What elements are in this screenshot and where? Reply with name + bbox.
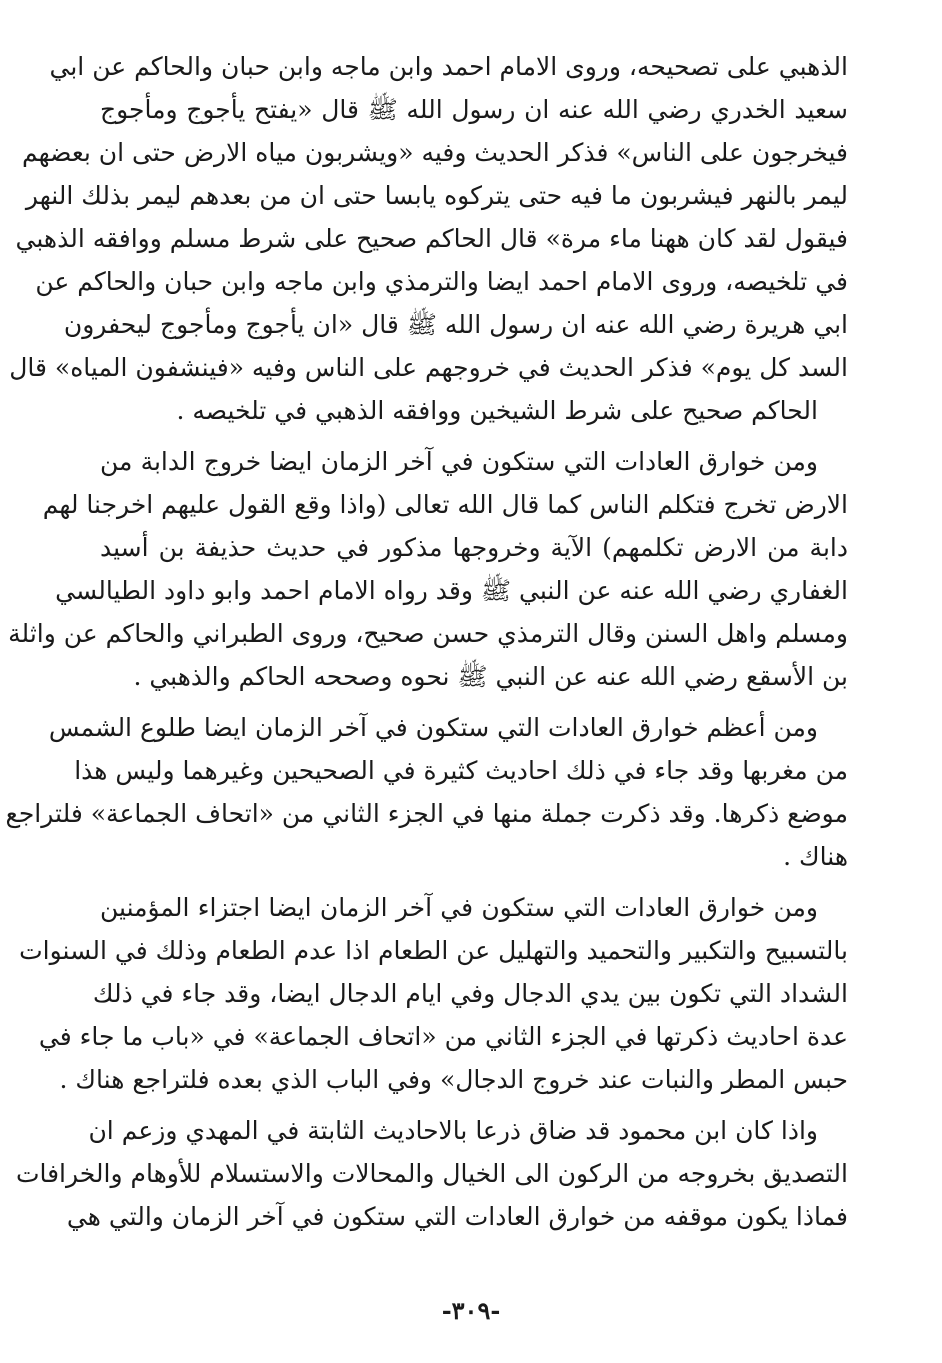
paragraph xyxy=(5,706,848,878)
text-line: بن الأسقع رضي الله عنه عن النبي ﷺ نحوه وصححه الحاكم والذهبي . xyxy=(133,662,848,691)
text-line: فماذا يكون موقفه من خوارق العادات التي ستكون في آخر الزمان والتي هي xyxy=(66,1202,848,1231)
text-line: فيخرجون على الناس» فذكر الحديث وفيه «ويشربون مياه الارض حتى ان بعضهم xyxy=(21,138,848,167)
paragraph xyxy=(15,1109,848,1238)
text-line: فيقول لقد كان ههنا ماء مرة» قال الحاكم صحيح على شرط مسلم ووافقه الذهبي xyxy=(15,224,848,253)
text-line: من مغربها وقد جاء في ذلك احاديث كثيرة في الصحيحين وغيرهما وليس هذا xyxy=(74,756,848,785)
text-line: دابة من الارض تكلمهم) الآية وخروجها مذكور في حديث حذيفة بن أسيد xyxy=(100,533,848,562)
page-number: -٣٠٩- xyxy=(441,1296,501,1325)
paragraph xyxy=(19,886,848,1101)
text-line: هناك . xyxy=(783,842,848,871)
text-line: حبس المطر والنبات عند خروج الدجال» وفي الباب الذي بعده فلتراجع هناك . xyxy=(59,1065,848,1094)
text-line: بالتسبيح والتكبير والتحميد والتهليل عن الطعام اذا عدم الطعام وذلك في السنوات xyxy=(19,936,848,965)
page-body xyxy=(5,45,848,1238)
text-line: الذهبي على تصحيحه، وروى الامام احمد وابن ماجه وابن حبان والحاكم عن ابي xyxy=(49,52,848,81)
paragraph xyxy=(9,45,848,432)
text-line: ليمر بالنهر فيشربون ما فيه حتى يتركوه يابسا حتى ان من بعدهم ليمر بذلك النهر xyxy=(25,181,848,210)
text-line: التصديق بخروجه من الركون الى الخيال والمحالات والاستسلام للأوهام والخرافات xyxy=(15,1159,848,1188)
text-line: ومسلم واهل السنن وقال الترمذي حسن صحيح، وروى الطبراني والحاكم عن واثلة xyxy=(8,619,848,648)
text-line: في تلخيصه، وروى الامام احمد ايضا والترمذي وابن ماجه وابن حبان والحاكم عن xyxy=(35,267,848,296)
text-line: ومن أعظم خوارق العادات التي ستكون في آخر الزمان ايضا طلوع الشمس xyxy=(48,713,818,742)
text-line: واذا كان ابن محمود قد ضاق ذرعا بالاحاديث الثابتة في المهدي وزعم ان xyxy=(88,1116,818,1145)
text-line: الشداد التي تكون بين يدي الدجال وفي ايام الدجال ايضا، وقد جاء في ذلك xyxy=(92,979,848,1008)
text-line: ومن خوارق العادات التي ستكون في آخر الزمان ايضا اجتزاء المؤمنين xyxy=(100,893,818,922)
paragraph xyxy=(8,440,848,698)
text-line: ومن خوارق العادات التي ستكون في آخر الزمان ايضا خروج الدابة من xyxy=(100,447,818,476)
text-line: الحاكم صحيح على شرط الشيخين ووافقه الذهبي في تلخيصه . xyxy=(176,396,818,425)
text-line: الغفاري رضي الله عنه عن النبي ﷺ وقد رواه الامام احمد وابو داود الطيالسي xyxy=(55,576,848,605)
text-line: سعيد الخدري رضي الله عنه ان رسول الله ﷺ قال «يفتح يأجوج ومأجوج xyxy=(100,95,848,124)
text-line: الارض تخرج فتكلم الناس كما قال الله تعالى (واذا وقع القول عليهم اخرجنا لهم xyxy=(42,490,848,519)
text-line: السد كل يوم» فذكر الحديث في خروجهم على الناس وفيه «فينشفون المياه» قال xyxy=(9,353,848,382)
text-line: ابي هريرة رضي الله عنه ان رسول الله ﷺ قال «ان يأجوج ومأجوج ليحفرون xyxy=(63,310,848,339)
text-line: عدة احاديث ذكرتها في الجزء الثاني من «اتحاف الجماعة» في «باب ما جاء في xyxy=(38,1022,848,1051)
text-line: موضع ذكرها. وقد ذكرت جملة منها في الجزء الثاني من «اتحاف الجماعة» فلتراجع xyxy=(5,799,848,828)
